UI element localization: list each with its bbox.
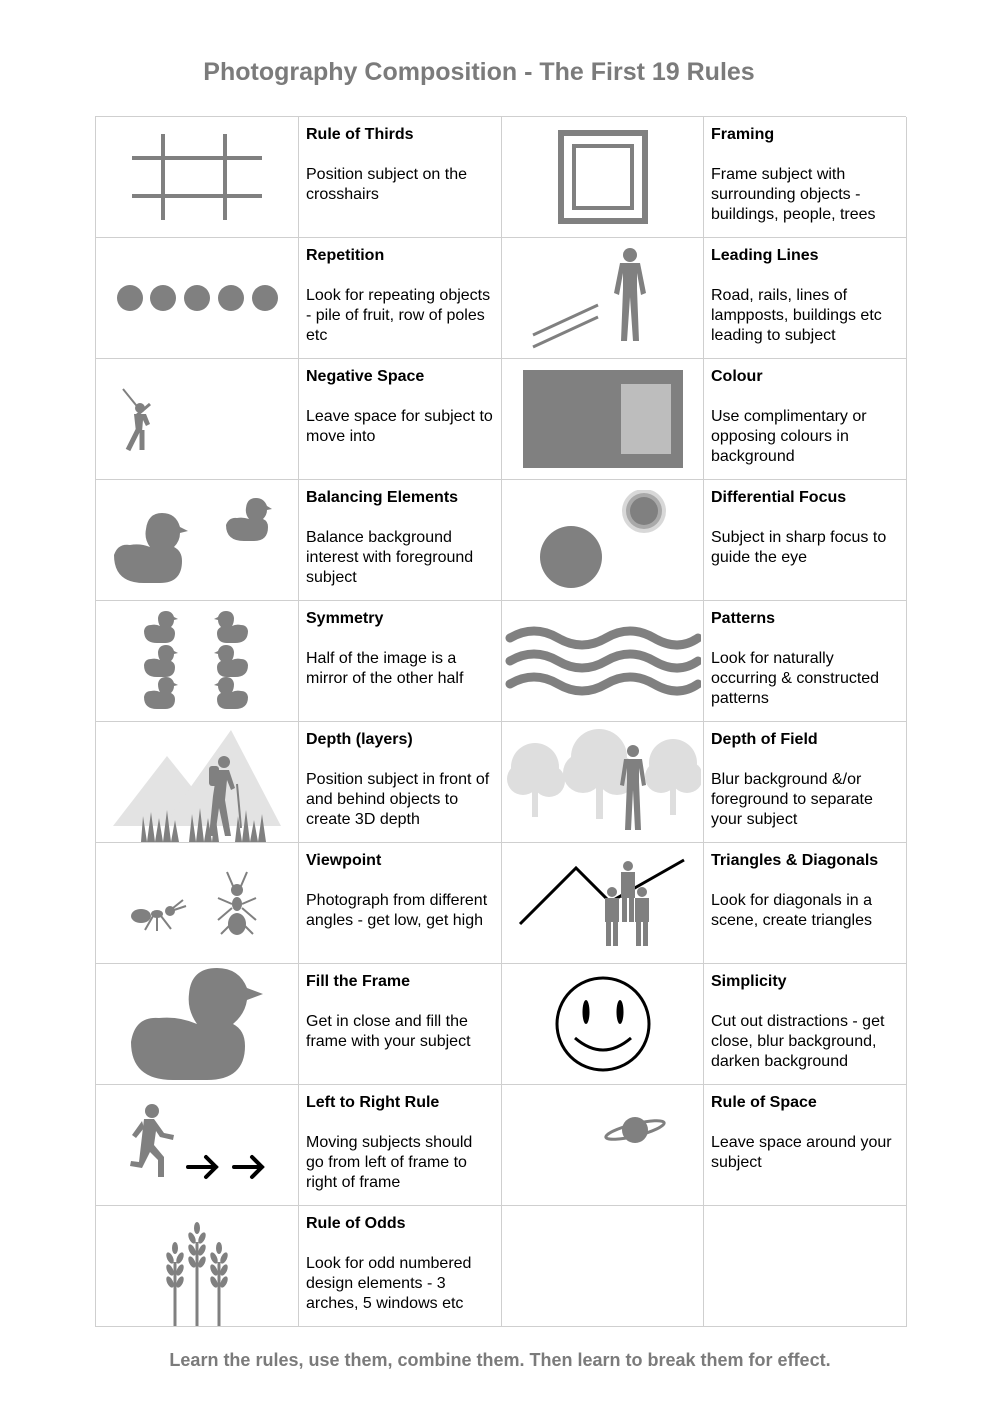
waves-icon [502,601,704,722]
rule-description: Position subject in front of and behind objects to create 3D depth [306,771,490,828]
rule-card [704,601,907,722]
rule-card [299,359,502,480]
rule-title: Colour [711,368,763,385]
rule-title: Repetition [306,247,385,264]
symmetric-ducks-icon [96,601,299,722]
rule-card [704,238,907,359]
rule-title: Rule of Space [711,1094,817,1111]
rule-description: Look for naturally occurring & constructed patterns [711,650,880,707]
rule-description: Look for repeating objects - pile of fruit, row of poles etc [306,287,491,344]
page-title: Photography Composition - The First 19 Rules [203,58,755,86]
rule-description: Use complimentary or opposing colours in background [711,408,867,465]
rule-description: Balance background interest with foreground subject [306,529,474,586]
smiley-icon [502,964,704,1085]
rule-card [299,238,502,359]
rule-description: Blur background &/or foreground to separate your subject [711,771,873,828]
focus-circles-icon [502,480,704,601]
rule-description: Position subject on the crosshairs [306,166,467,203]
rule-title: Depth (layers) [306,731,413,748]
rule-title: Leading Lines [711,247,819,264]
rule-description: Subject in sharp focus to guide the eye [711,529,887,566]
rule-card [299,601,502,722]
grid-crosshairs-icon [96,117,299,238]
rule-description: Photograph from different angles - get low, get high [306,892,488,929]
rule-card [704,843,907,964]
rule-title: Patterns [711,610,776,627]
rule-title: Rule of Odds [306,1215,406,1232]
rule-title: Symmetry [306,610,384,627]
planet-icon [502,1085,704,1206]
ducks-balance-icon [96,480,299,601]
repeating-circles-icon [96,238,299,359]
rule-card [704,722,907,843]
wheat-icon [96,1206,299,1327]
empty-cell [502,1206,704,1327]
footer-note: Learn the rules, use them, combine them. Then learn to break them for effect. [169,1350,831,1370]
ants-icon [96,843,299,964]
leading-lines-icon [502,238,704,359]
rule-card [704,359,907,480]
rule-title: Depth of Field [711,731,818,748]
rules-grid [95,116,906,1327]
rule-description: Leave space for subject to move into [306,408,493,445]
rule-card [704,480,907,601]
rule-description: Half of the image is a mirror of the other half [306,650,464,687]
diagonals-people-icon [502,843,704,964]
empty-cell [704,1206,907,1327]
rule-card [704,117,907,238]
rule-card [299,480,502,601]
rule-description: Frame subject with surrounding objects - buildings, people, trees [711,166,876,223]
rule-description: Cut out distractions - get close, blur background, darken background [711,1013,885,1070]
trees-person-icon [502,722,704,843]
rule-description: Moving subjects should go from left of frame to right of frame [306,1134,473,1191]
rule-card [299,1085,502,1206]
rule-title: Triangles & Diagonals [711,852,879,869]
rule-title: Balancing Elements [306,489,459,506]
rule-card [299,843,502,964]
rule-title: Left to Right Rule [306,1094,440,1111]
colour-blocks-icon [502,359,704,480]
rule-card [299,722,502,843]
frame-icon [502,117,704,238]
big-duck-icon [96,964,299,1085]
rule-title: Simplicity [711,973,787,990]
golfer-icon [96,359,299,480]
rule-description: Get in close and fill the frame with your subject [306,1013,471,1050]
rule-title: Viewpoint [306,852,382,869]
rule-title: Framing [711,126,775,143]
rule-description: Look for odd numbered design elements - 3 arches, 5 windows etc [306,1255,472,1312]
rule-description: Leave space around your subject [711,1134,892,1171]
rule-title: Rule of Thirds [306,126,414,143]
rule-title: Negative Space [306,368,425,385]
mountains-hiker-icon [96,722,299,843]
rule-card [704,1085,907,1206]
rule-description: Road, rails, lines of lampposts, buildings etc leading to subject [711,287,882,344]
rule-card [299,1206,502,1327]
runner-arrows-icon [96,1085,299,1206]
rule-description: Look for diagonals in a scene, create triangles [711,892,872,929]
rule-card [299,964,502,1085]
rule-title: Fill the Frame [306,973,411,990]
rule-title: Differential Focus [711,489,847,506]
rule-card [299,117,502,238]
rule-card [704,964,907,1085]
